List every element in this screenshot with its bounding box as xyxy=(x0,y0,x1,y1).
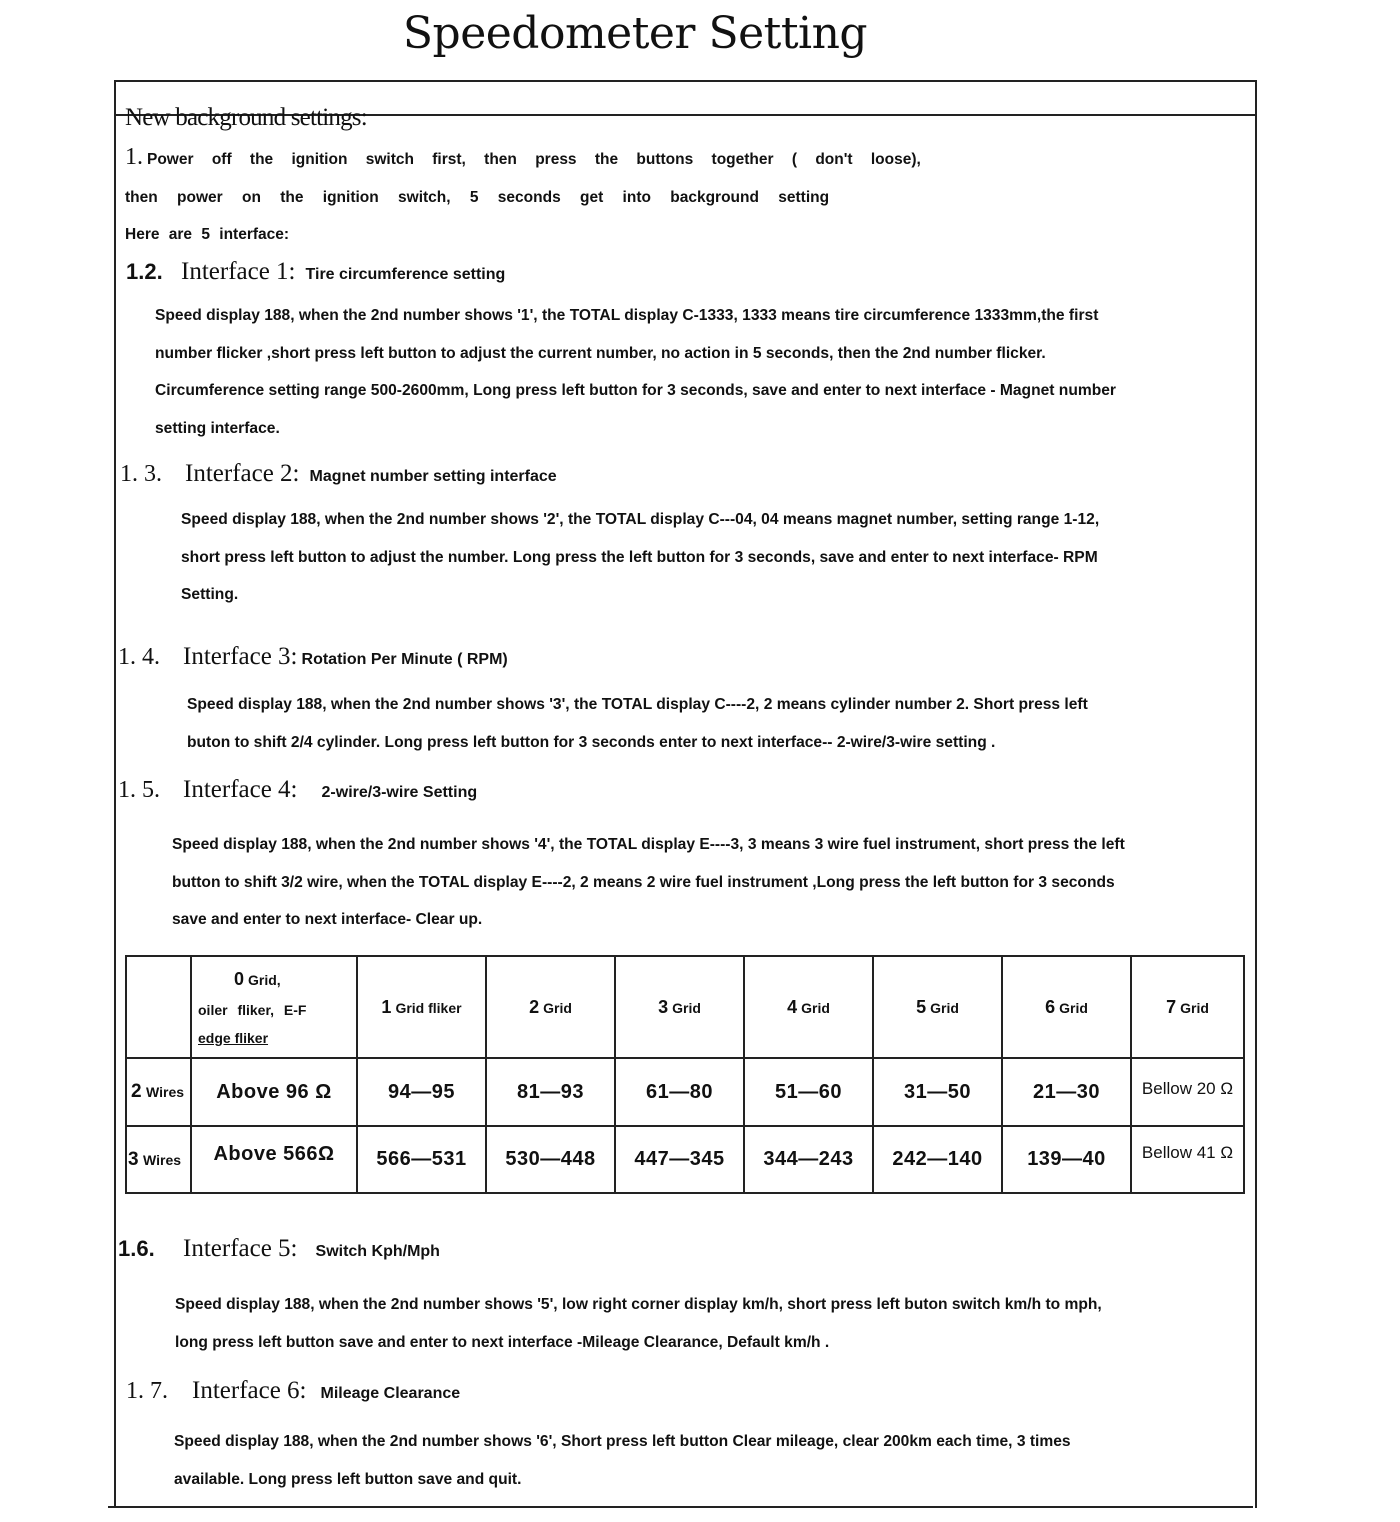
section-body-interface-3 xyxy=(187,686,1192,761)
interface-subtitle: Rotation Per Minute ( RPM) xyxy=(301,651,508,668)
table-header-cell xyxy=(615,956,744,1058)
grid-label: Grid xyxy=(1180,999,1209,1016)
interface-label: Interface 4: xyxy=(183,776,298,803)
body-line: short press left button to adjust the number. Long press the left button for 3 seconds, save and enter to next interface- RPM xyxy=(181,548,1098,566)
section-body-interface-6 xyxy=(174,1423,1184,1498)
section-number: 1. 3. xyxy=(120,461,162,487)
table-cell: 21—30 xyxy=(1002,1058,1131,1126)
interface-label: Interface 6: xyxy=(192,1377,307,1404)
grid-label: Grid xyxy=(801,999,830,1016)
table-cell: Above 566Ω xyxy=(191,1126,357,1193)
section-body-interface-2 xyxy=(181,501,1191,614)
wire-count: 2 xyxy=(131,1081,142,1102)
section-body-interface-1 xyxy=(155,297,1215,447)
section-heading-interface-4 xyxy=(118,776,477,804)
grid-label: Grid xyxy=(1059,999,1088,1016)
intro-step1-number: 1. xyxy=(125,144,143,170)
section-heading-interface-5 xyxy=(118,1235,440,1263)
interface-subtitle: Switch Kph/Mph xyxy=(315,1243,440,1260)
body-line: Speed display 188, when the 2nd number shows '3', the TOTAL display C----2, 2 means cylinder number 2. Short press left xyxy=(187,696,1088,713)
body-line: number flicker ,short press left button to adjust the current number, no action in 5 seconds, then the 2nd number flicker. xyxy=(155,344,1046,362)
intro-step1-continued: then power on the ignition switch, 5 seconds get into background setting xyxy=(125,189,830,206)
table-cell: Bellow 20 Ω xyxy=(1131,1058,1244,1126)
row-label xyxy=(126,1126,191,1193)
body-line: Speed display 188, when the 2nd number shows '4', the TOTAL display E----3, 3 means 3 wire fuel instrument, short press the left xyxy=(172,836,1125,853)
section-number: 1. 7. xyxy=(126,1378,168,1404)
table-cell: 139—40 xyxy=(1002,1126,1131,1193)
interface-subtitle: 2-wire/3-wire Setting xyxy=(321,784,478,801)
table-row-3-wires xyxy=(126,1126,1244,1193)
body-line: save and enter to next interface- Clear up. xyxy=(172,911,483,928)
grid-number: 2 xyxy=(529,996,540,1017)
body-line: Speed display 188, when the 2nd number shows '6', Short press left button Clear mileage, clear 200km each time, 3 times xyxy=(174,1433,1071,1450)
grid-label: Grid xyxy=(672,999,701,1016)
table-cell: 31—50 xyxy=(873,1058,1002,1126)
table-cell: 447—345 xyxy=(615,1126,744,1193)
intro-heading: New background settings: xyxy=(125,104,367,131)
grid-label: Grid xyxy=(543,999,572,1016)
interface-subtitle: Tire circumference setting xyxy=(305,266,506,283)
section-number: 1.6. xyxy=(118,1236,155,1261)
section-heading-interface-2 xyxy=(120,460,557,488)
table-cell: Above 96 Ω xyxy=(191,1058,357,1126)
body-line: Speed display 188, when the 2nd number shows '2', the TOTAL display C---04, 04 means magnet number, setting range 1-12, xyxy=(181,511,1100,528)
table-header-row xyxy=(126,956,1244,1058)
table-header-cell xyxy=(1131,956,1244,1058)
table-cell: 344—243 xyxy=(744,1126,873,1193)
bottom-rule xyxy=(108,1506,1253,1508)
wire-label: Wires xyxy=(146,1084,185,1100)
interface-label: Interface 1: xyxy=(181,258,296,285)
section-heading-interface-1 xyxy=(126,258,505,286)
grid-number: 7 xyxy=(1166,996,1177,1017)
table-header-cell xyxy=(1002,956,1131,1058)
grid-number: 4 xyxy=(787,996,798,1017)
table-corner-cell xyxy=(126,956,191,1058)
table-header-cell xyxy=(873,956,1002,1058)
grid-number: 3 xyxy=(658,996,669,1017)
table-cell: 530—448 xyxy=(486,1126,615,1193)
grid-label: Grid xyxy=(930,999,959,1016)
wire-count: 3 xyxy=(128,1148,139,1170)
section-heading-interface-3 xyxy=(118,643,508,671)
body-line: button to shift 3/2 wire, when the TOTAL display E----2, 2 means 2 wire fuel instrument ,Long press the left button for 3 seconds xyxy=(172,873,1115,891)
interface-subtitle: Magnet number setting interface xyxy=(309,468,557,485)
intro-step1-text: Power off the ignition switch first, then press the buttons together ( don't loose), xyxy=(147,151,921,168)
table-cell: Bellow 41 Ω xyxy=(1131,1126,1244,1193)
body-line: Speed display 188, when the 2nd number shows '5', low right corner display km/h, short press left buton switch km/h to mph, xyxy=(175,1296,1102,1313)
table-row-2-wires xyxy=(126,1058,1244,1126)
grid-extra: edge fliker xyxy=(198,1029,269,1046)
body-line: long press left button save and enter to next interface -Mileage Clearance, Default km/h . xyxy=(175,1333,830,1351)
intro-here-are: Here are 5 interface: xyxy=(125,226,290,243)
row-label xyxy=(126,1058,191,1126)
grid-number: 1 xyxy=(381,996,392,1017)
table-header-cell xyxy=(357,956,486,1058)
table-cell: 51—60 xyxy=(744,1058,873,1126)
body-line: buton to shift 2/4 cylinder. Long press left button for 3 seconds enter to next interface-- 2-wire/3-wire setting . xyxy=(187,733,996,751)
table-cell: 242—140 xyxy=(873,1126,1002,1193)
grid-number: 5 xyxy=(916,996,927,1017)
interface-label: Interface 3: xyxy=(183,643,298,670)
page-title: Speedometer Setting xyxy=(402,8,868,59)
section-number: 1.2. xyxy=(126,259,163,284)
table-cell: 566—531 xyxy=(357,1126,486,1193)
grid-number: 0 xyxy=(234,968,245,989)
section-number: 1. 5. xyxy=(118,777,160,803)
table-cell: 81—93 xyxy=(486,1058,615,1126)
body-line: Setting. xyxy=(181,586,239,603)
interface-subtitle: Mileage Clearance xyxy=(320,1385,461,1402)
table-cell: 94—95 xyxy=(357,1058,486,1126)
intro-step1 xyxy=(125,144,921,171)
body-line: setting interface. xyxy=(155,419,280,437)
body-line: Circumference setting range 500-2600mm, Long press left button for 3 seconds, save and enter to next interface - Magnet number xyxy=(155,382,1116,399)
section-body-interface-5 xyxy=(175,1286,1191,1361)
grid-label: Grid fliker xyxy=(395,999,462,1016)
fuel-grid-table xyxy=(125,955,1245,1194)
table-cell: 61—80 xyxy=(615,1058,744,1126)
section-number: 1. 4. xyxy=(118,644,160,670)
grid-extra: oiler fliker, E-F xyxy=(198,1001,307,1018)
table-header-cell xyxy=(486,956,615,1058)
section-heading-interface-6 xyxy=(126,1377,460,1405)
grid-label: Grid, xyxy=(248,971,281,988)
grid-number: 6 xyxy=(1045,996,1056,1017)
table-header-cell xyxy=(744,956,873,1058)
body-line: Speed display 188, when the 2nd number shows '1', the TOTAL display C-1333, 1333 means tire circumference 1333mm,the first xyxy=(155,307,1099,324)
section-body-interface-4 xyxy=(172,826,1216,939)
interface-label: Interface 2: xyxy=(185,460,300,487)
wire-label: Wires xyxy=(143,1151,182,1168)
table-header-cell xyxy=(191,956,357,1058)
body-line: available. Long press left button save and quit. xyxy=(174,1470,522,1488)
interface-label: Interface 5: xyxy=(183,1235,298,1262)
